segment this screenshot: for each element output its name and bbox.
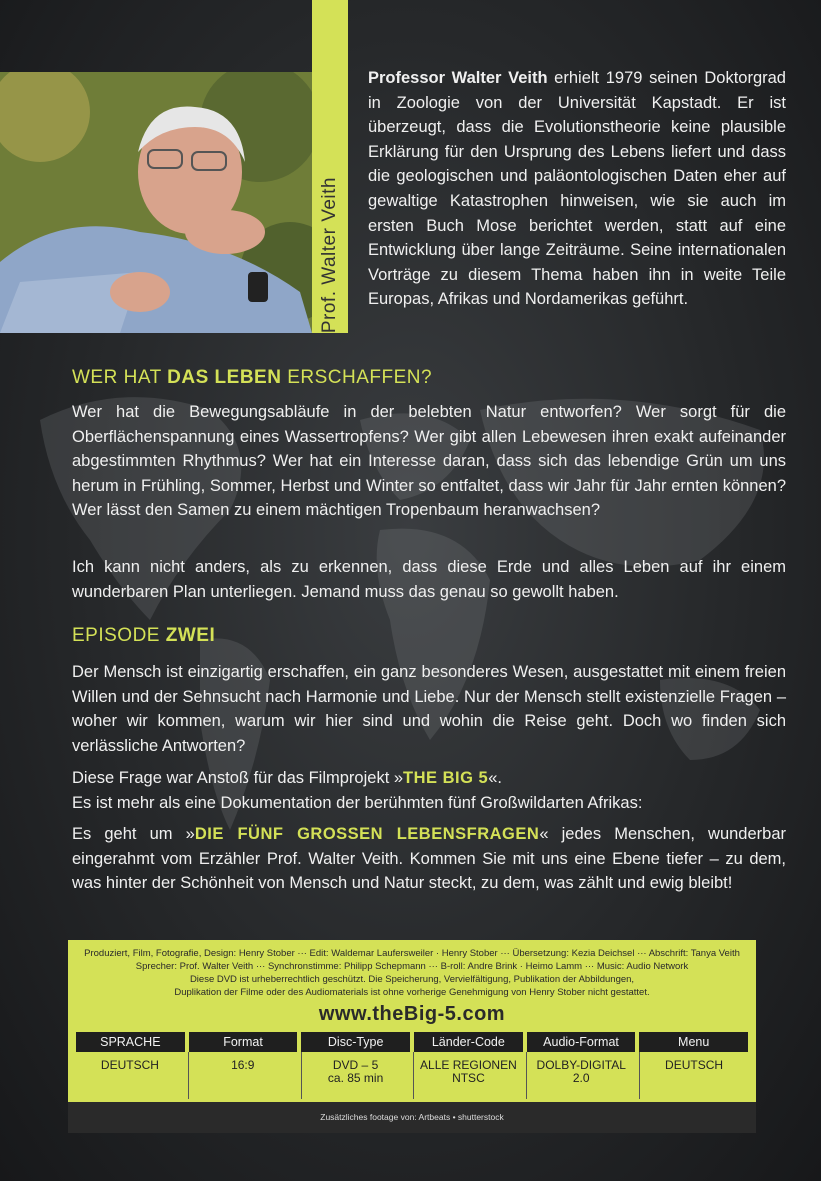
paragraph-documentation: Es ist mehr als eine Dokumentation der berühmten fünf Großwildarten Afrikas: — [72, 794, 643, 812]
spec-line: DVD – 5 — [332, 1058, 379, 1072]
spec-value — [413, 1052, 522, 1099]
credit-line: Duplikation der Filme oder des Audiomaterials ist ohne vorherige Genehmigung von Henry Stober nicht gestattet. — [174, 987, 650, 998]
paragraph-mensch: Der Mensch ist einzigartig erschaffen, ein ganz besonderes Wesen, ausgestattet mit einem freien Willen und der Sehnsucht nach Harmonie und Liebe. Nur der Mensch stellt existenzielle Fragen – woher wir kommen, warum wir hier sind und wohin die Reise geht. Doch wo finden sich verlässliche Antworten? — [72, 663, 786, 755]
credit-line: Diese DVD ist urheberrechtlich geschützt. Die Speicherung, Vervielfältigung, Publikation der Abbildungen, — [189, 974, 635, 985]
section-heading-leben — [72, 367, 432, 389]
spec-line: 16:9 — [231, 1058, 255, 1072]
credits-box — [68, 940, 756, 1133]
spec-header: Format — [189, 1032, 298, 1052]
bio-name: Professor Walter Veith — [368, 69, 548, 87]
heading-pre: WER HAT — [72, 367, 168, 388]
paragraph-plan: Ich kann nicht anders, als zu erkennen, dass diese Erde und alles Leben auf ihr einem wunderbaren Plan unterliegen. Jemand muss das genau so gewollt haben. — [72, 558, 786, 601]
credit-lines — [68, 940, 756, 999]
footage-credit: Zusätzliches footage von: Artbeats • shutterstock — [68, 1102, 756, 1133]
heading-pre: EPISODE — [72, 625, 166, 646]
spec-header: Länder-Code — [414, 1032, 523, 1052]
section-heading-episode — [72, 625, 215, 647]
spec-header: Disc-Type — [301, 1032, 410, 1052]
spec-line: ca. 85 min — [327, 1071, 384, 1085]
text: Diese Frage war Anstoß für das Filmprojekt » — [72, 769, 404, 787]
credit-line: Produziert, Film, Fotografie, Design: Henry Stober ··· Edit: Waldemar Laufersweiler · Henry Stober ··· Übersetzung: Kezia Deichsel ··· Abschrift: Tanya Veith — [84, 948, 740, 959]
paragraph-lebensfragen — [72, 822, 786, 896]
text: Es geht um » — [72, 825, 195, 843]
heading-bold: ZWEI — [165, 625, 216, 646]
specs-table — [76, 1032, 748, 1099]
portrait-photo — [0, 72, 312, 333]
text: « jedes Menschen, wunderbar eingerahmt vom Erzähler Prof. Walter Veith. Kommen Sie mit uns eine Ebene tiefer – zu dem, was hinter der Schönheit von Mensch und Natur steckt, zu dem, was zählt und ewig bleibt! — [72, 825, 786, 893]
spec-line: DEUTSCH — [100, 1058, 159, 1072]
big5-title: THE BIG 5 — [403, 769, 489, 787]
specs-header-row — [76, 1032, 748, 1052]
spec-line: DOLBY-DIGITAL — [536, 1058, 626, 1072]
text: «. — [488, 769, 502, 787]
spec-header: Audio-Format — [527, 1032, 636, 1052]
paragraph-questions: Wer hat die Bewegungsabläufe in der belebten Natur entworfen? Wer sorgt für die Oberflächenspannung eines Wassertropfens? Wer gibt allen Lebewesen ihren exakt aufeinander abgestimmten Rhythmus? Wer hat ein Interesse daran, dass sich das lebendige Grün um uns herum in Frühling, Sommer, Herbst und Winter so entfaltet, dass wir Jahr für Jahr ernten können? Wer lässt den Samen zu einem mächtigen Tropenbaum heranwachsen? — [72, 403, 786, 520]
heading-bold: DAS LEBEN — [167, 367, 282, 388]
name-sidebar — [312, 0, 348, 333]
credit-line: Sprecher: Prof. Walter Veith ··· Synchronstimme: Philipp Schepmann ··· B-roll: Andre Brink · Heimo Lamm ··· Music: Audio Network — [135, 961, 689, 972]
spec-value — [639, 1052, 748, 1099]
heading-post: ERSCHAFFEN? — [281, 367, 433, 388]
specs-value-row — [76, 1052, 748, 1099]
spec-header: Menu — [639, 1032, 748, 1052]
spec-line: DEUTSCH — [665, 1058, 724, 1072]
bio-text: erhielt 1979 seinen Doktorgrad in Zoologie von der Universität Kapstadt. Er ist überzeugt, dass die Evolutionstheorie keine plausible Erklärung für den Ursprung des Lebens liefert und dass die geologischen und paläontologischen Daten eher auf gewaltige Katastrophen hinweisen, wie sie auch im ersten Buch Mose berichtet werden, statt auf eine Entwicklung über lange Zeiträume. Seine internationalen Vorträge zu diesem Thema haben ihn in weite Teile Europas, Afrikas und Nordamerikas geführt. — [368, 69, 786, 309]
spec-line: NTSC — [452, 1071, 485, 1085]
spec-value — [76, 1052, 184, 1099]
spec-header: SPRACHE — [76, 1032, 185, 1052]
sidebar-name: Prof. Walter Veith — [319, 176, 340, 333]
website-url: www.theBig-5.com — [318, 1003, 506, 1025]
lebensfragen-title: DIE FÜNF GROSSEN LEBENSFRAGEN — [194, 825, 540, 843]
spec-value — [301, 1052, 410, 1099]
spec-line: ALLE REGIONEN — [420, 1058, 517, 1072]
spec-line: 2.0 — [572, 1071, 590, 1085]
paragraph-big5 — [72, 766, 786, 791]
spec-value — [188, 1052, 297, 1099]
spec-value — [526, 1052, 635, 1099]
bio-paragraph — [368, 66, 786, 312]
